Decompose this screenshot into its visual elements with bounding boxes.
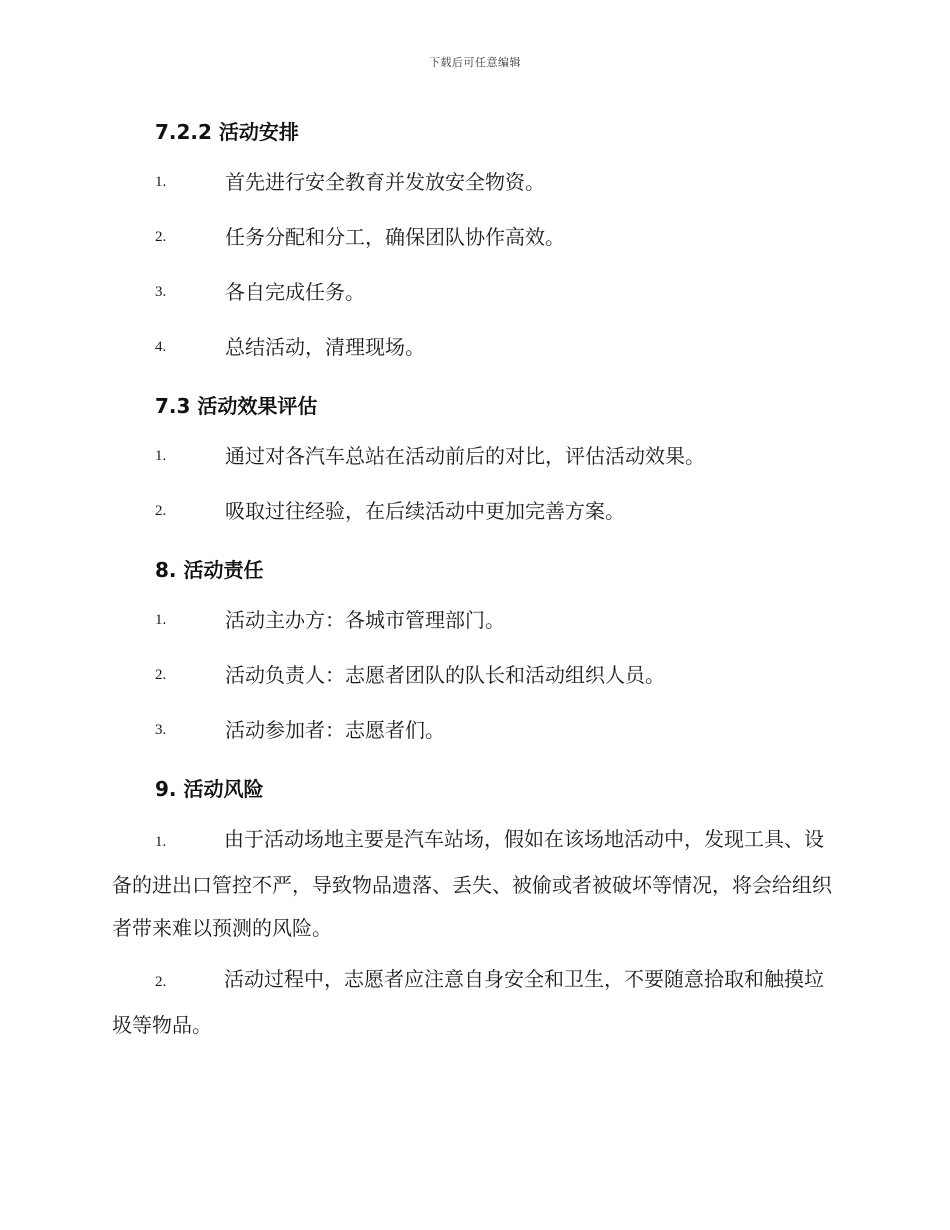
section-heading-9: 9. 活动风险 — [155, 777, 264, 801]
list-item-number: 4. — [155, 339, 167, 355]
list-item-number: 1. — [155, 174, 167, 190]
list-item-text: 由于活动场地主要是汽车站场，假如在该场地活动中，发现工具、设备的进出口管控不严，导致物品遗落、丢失、被偷或者被破坏等情况，将会给组织者带来难以预测的风险。 — [112, 827, 832, 940]
list-item-text: 首先进行安全教育并发放安全物资。 — [225, 170, 545, 194]
section-heading-8: 8. 活动责任 — [155, 558, 264, 582]
list-item-number: 1. — [155, 834, 167, 850]
list-item-number: 2. — [155, 229, 167, 245]
paragraph-item — [112, 958, 837, 1047]
list-item-number: 2. — [155, 667, 167, 683]
list-item-number: 3. — [155, 284, 167, 300]
list-item-text: 活动负责人：志愿者团队的队长和活动组织人员。 — [225, 663, 665, 687]
list-item-number: 3. — [155, 722, 167, 738]
section-heading-7-3: 7.3 活动效果评估 — [155, 394, 318, 418]
list-item-text: 总结活动，清理现场。 — [225, 335, 425, 359]
list-item-text: 活动过程中，志愿者应注意自身安全和卫生，不要随意拾取和触摸垃圾等物品。 — [112, 967, 824, 1037]
list-item-number: 1. — [155, 612, 167, 628]
list-item-number: 1. — [155, 448, 167, 464]
page-header: 下载后可任意编辑 — [429, 56, 521, 69]
section-heading-7-2-2: 7.2.2 活动安排 — [155, 120, 299, 144]
list-item-text: 活动主办方：各城市管理部门。 — [225, 608, 505, 632]
list-item-text: 任务分配和分工，确保团队协作高效。 — [225, 225, 565, 249]
list-item-text: 活动参加者：志愿者们。 — [225, 718, 445, 742]
list-item-text: 通过对各汽车总站在活动前后的对比，评估活动效果。 — [225, 444, 705, 468]
list-item-number: 2. — [155, 974, 167, 990]
list-item-number: 2. — [155, 503, 167, 519]
list-item-text: 各自完成任务。 — [225, 280, 365, 304]
list-item-text: 吸取过往经验，在后续活动中更加完善方案。 — [225, 499, 625, 523]
paragraph-item — [112, 818, 837, 950]
